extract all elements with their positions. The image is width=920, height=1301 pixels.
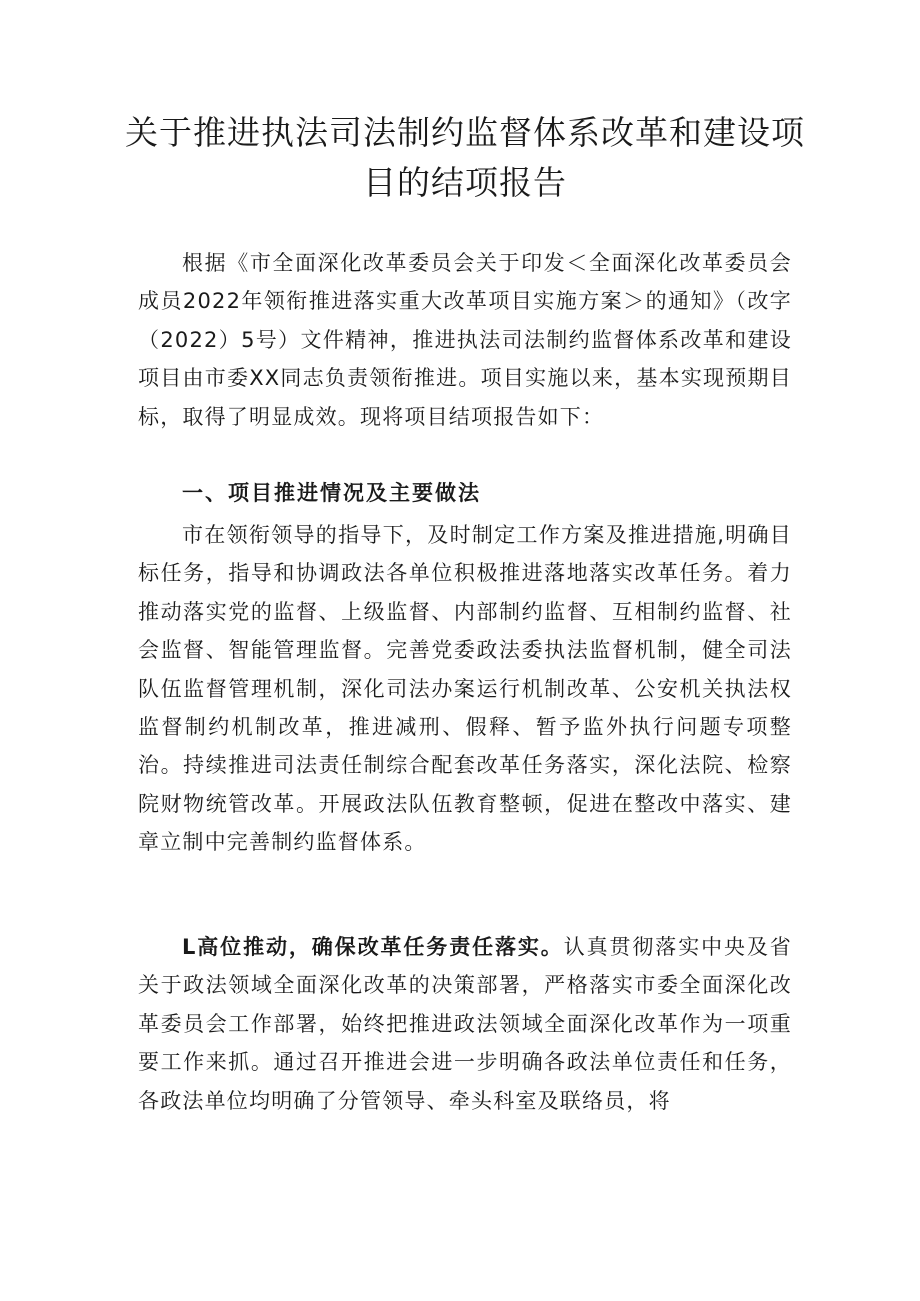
item-1-body: 认真贯彻落实中央及省关于政法领域全面深化改革的决策部署，严格落实市委全面深化改革委员会工作部署，始终把推进政法领域全面深化改革作为一项重要工作来抓。通过召开推进会进一步明确各政法单位责任和任务，各政法单位均明确了分管领导、牵头科室及联络员，将 <box>138 935 793 1113</box>
intro-paragraph: 根据《市全面深化改革委员会关于印发＜全面深化改革委员会成员2022年领衔推进落实重大改革项目实施方案＞的通知》（改字（2022）5号）文件精神，推进执法司法制约监督体系改革和建设项目由市委XX同志负责领衔推进。项目实施以来，基本实现预期目标，取得了明显成效。现将项目结项报告如下： <box>138 251 792 429</box>
item-1-paragraph <box>138 928 792 1120</box>
section-1-paragraph: 市在领衔领导的指导下，及时制定工作方案及推进措施,明确目标任务，指导和协调政法各单位积极推进落地落实改革任务。着力推动落实党的监督、上级监督、内部制约监督、互相制约监督、社会监督、智能管理监督。完善党委政法委执法监督机制，健全司法队伍监督管理机制，深化司法办案运行机制改革、公安机关执法权监督制约机制改革，推进减刑、假释、暂予监外执行问题专项整治。持续推进司法责任制综合配套改革任务落实，深化法院、检察院财物统管改革。开展政法队伍教育整顿，促进在整改中落实、建章立制中完善制约监督体系。 <box>138 523 792 855</box>
item-1-lead: L高位推动，确保改革任务责任落实。 <box>182 935 564 959</box>
section-1-heading: 一、项目推进情况及主要做法 <box>182 481 481 505</box>
document-title: 关于推进执法司法制约监督体系改革和建设项目的结项报告 <box>125 113 805 202</box>
